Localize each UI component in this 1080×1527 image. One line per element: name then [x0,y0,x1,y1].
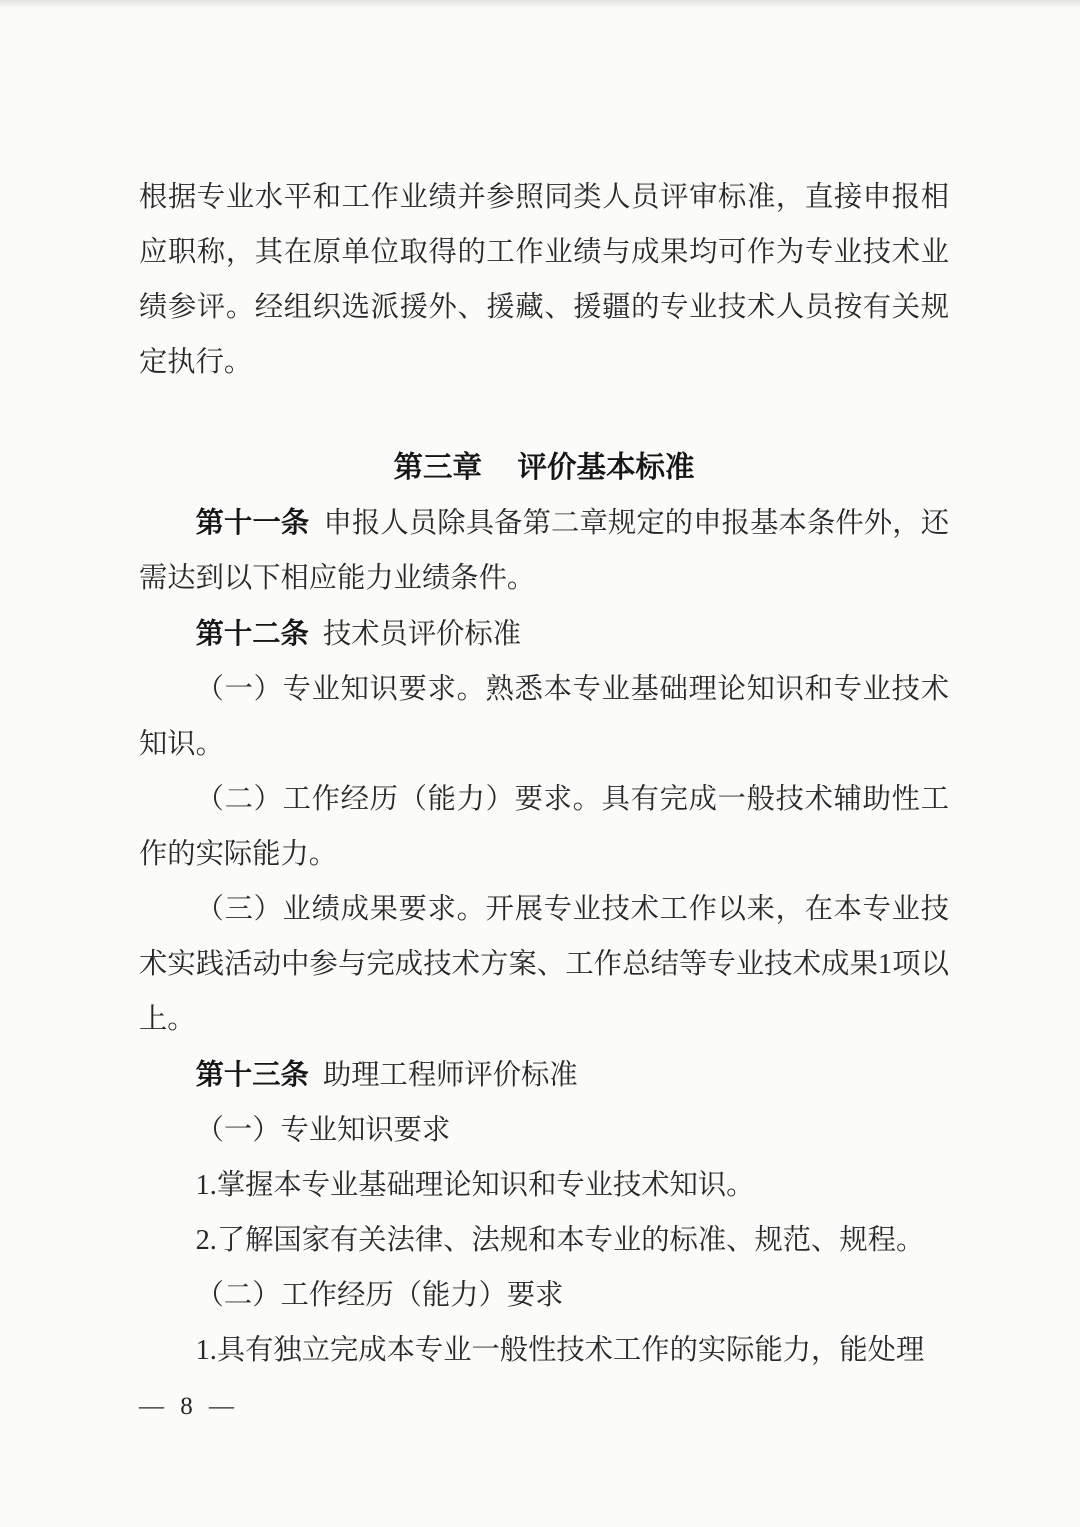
article-paragraph [139,495,949,606]
list-item-paragraph: 1.具有独立完成本专业一般性技术工作的实际能力，能处理 [195,1335,925,1366]
article-paragraph [139,1047,949,1103]
article-number: 第十二条 [195,617,309,649]
chapter-heading [139,440,949,495]
list-item-paragraph: （二）工作经历（能力）要求。具有完成一般技术辅助性工作的实际能力。 [139,784,949,870]
article-number: 第十一条 [195,506,310,538]
list-item-paragraph: （一）专业知识要求。熟悉本专业基础理论知识和专业技术知识。 [139,674,949,760]
article-text: 技术员评价标准 [322,619,522,650]
page-footer [139,1392,949,1422]
body-paragraph: 根据专业水平和工作业绩并参照同类人员评审标准，直接申报相应职称，其在原单位取得的工作业绩与成果均可作为专业技术业绩参评。经组织选派援外、援藏、援疆的专业技术人员按有关规定执行。 [139,182,949,378]
list-item-paragraph: （三）业绩成果要求。开展专业技术工作以来，在本专业技术实践活动中参与完成技术方案、工作总结等专业技术成果1项以上。 [139,894,949,1035]
article-paragraph [139,606,949,662]
list-item-paragraph: （一）专业知识要求 [195,1115,451,1146]
list-item-paragraph: 2.了解国家有关法律、法规和本专业的标准、规范、规程。 [195,1225,925,1256]
article-text: 助理工程师评价标准 [322,1060,578,1091]
chapter-title: 评价基本标准 [517,451,695,484]
list-item-paragraph: 1.掌握本专业基础理论知识和专业技术知识。 [195,1170,755,1201]
list-item-paragraph: （二）工作经历（能力）要求 [195,1280,564,1311]
article-number: 第十三条 [195,1058,309,1090]
chapter-number: 第三章 [393,451,483,484]
page-number: — 8 — [139,1393,234,1420]
document-body [139,170,949,1378]
article-text: 申报人员除具备第二章规定的申报基本条件外，还需达到以下相应能力业绩条件。 [139,508,949,594]
